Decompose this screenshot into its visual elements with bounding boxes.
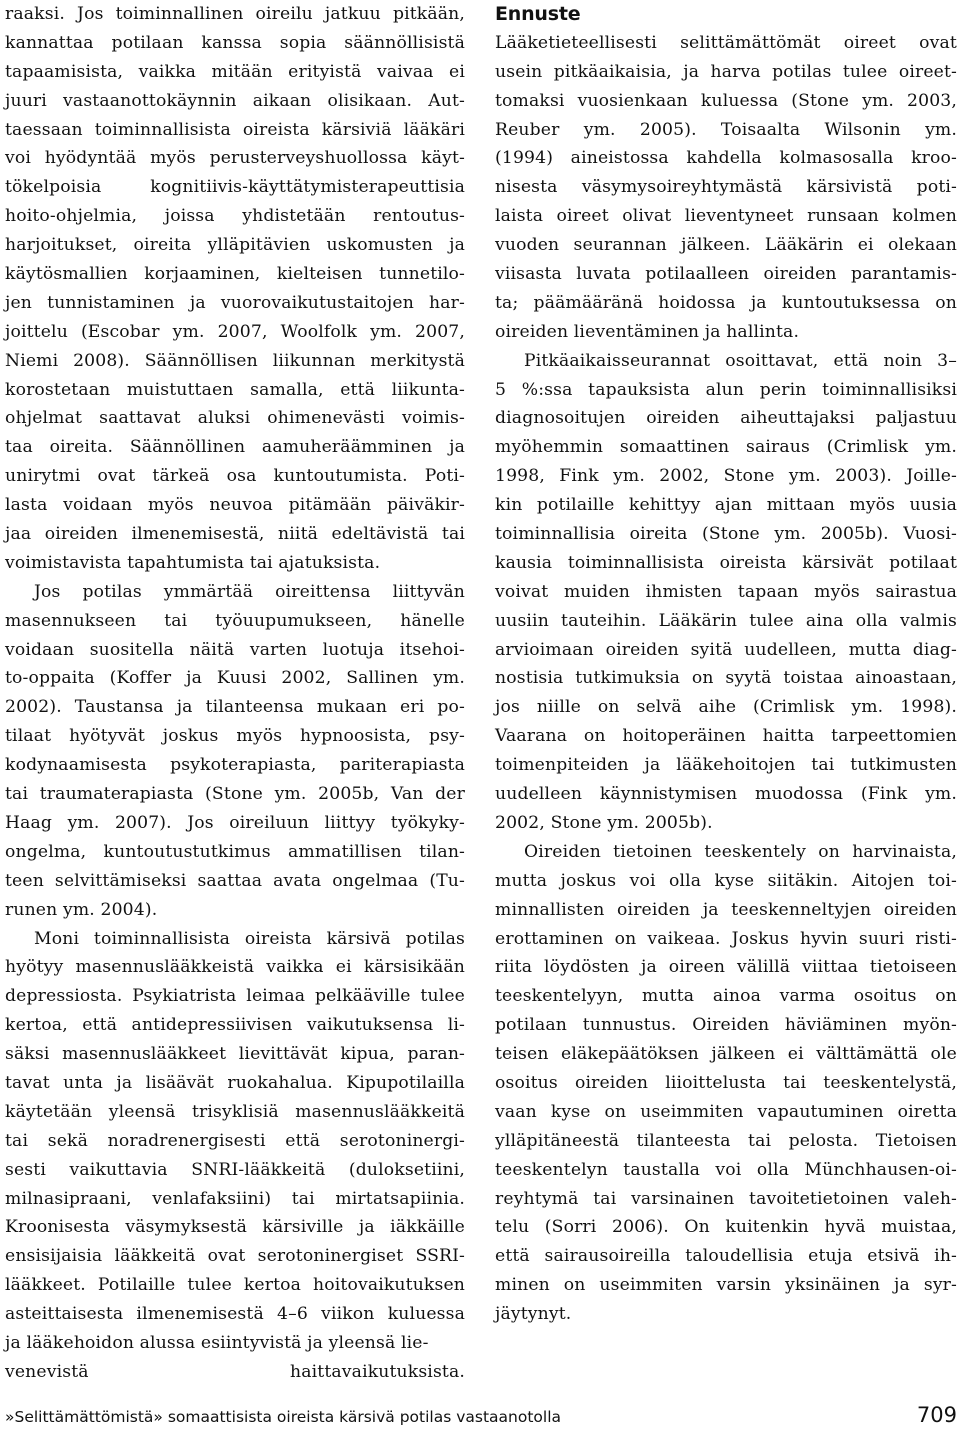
left-column (5, 0, 465, 1387)
text-line: Moni toiminnallisista oireista kärsivä potilas (34, 928, 465, 949)
text-line: tai traumaterapiasta (Stone ym. 2005b, Van der (5, 784, 465, 805)
text-line: korostetaan muistuttaen samalla, että liikunta- (5, 379, 465, 400)
text-line: erottaminen on vaikeaa. Joskus hyvin suuri risti- (495, 928, 957, 949)
text-line: viisasta luvata potilaalleen oireiden parantamis- (495, 264, 957, 285)
text-line: venevistä haittavaikutuksista. (5, 1361, 465, 1382)
text-line: mutta joskus voi olla kyse siitäkin. Aitojen toi- (495, 870, 957, 891)
text-line: uudelleen käynnistymisen muodossa (Fink ym. (495, 784, 957, 805)
text-line: harjoitukset, oireita ylläpitävien uskomusten ja (5, 235, 465, 256)
text-line: tapaamisista, vaikka mitään erityistä vaivaa ei (5, 61, 465, 82)
text-line: juuri vastaanottokäynnin aikaan olisikaan. Aut- (5, 90, 465, 111)
section-heading: Ennuste (495, 3, 581, 25)
text-line: lasta voidaan myös neuvoa pitämään päiväkir- (5, 495, 465, 516)
text-line: arvioimaan oireiden syitä uudelleen, mutta diag- (495, 639, 957, 660)
text-line: kannattaa potilaan kanssa sopia säännöllisistä (5, 32, 465, 53)
text-line: tavat unta ja lisäävät ruokahalua. Kipupotilailla (5, 1072, 465, 1093)
text-line: nisesta väsymysoireyhtymästä kärsivistä poti- (495, 177, 957, 198)
text-line: ohjelmat saattavat aluksi ohimenevästi voimis- (5, 408, 465, 429)
text-line: nostisia tutkimuksia on syytä toistaa ainoastaan, (495, 668, 957, 689)
text-line: sesti vaikuttavia SNRI-lääkkeitä (duloksetiini, (5, 1159, 465, 1180)
text-line: reyhtymä tai varsinainen tavoitetietoinen valeh- (495, 1188, 957, 1209)
text-line: Lääketieteellisesti selittämättömät oireet ovat (495, 32, 957, 53)
text-line: 5 %:ssa tapauksista alun perin toiminnallisiksi (495, 379, 957, 400)
text-line: hoito-ohjelmia, joissa yhdistetään rentoutus- (5, 206, 465, 227)
text-line: laista oireet olivat lieventyneet runsaan kolmen (495, 206, 957, 227)
text-line: voivat muiden ihmisten tapaan myös sairastua (495, 581, 957, 602)
text-line: teeskentelyyn, mutta ainoa varma osoitus on (495, 986, 957, 1007)
text-line: kin potilaille kehittyy ajan mittaan myös uusia (495, 495, 957, 516)
text-line: toiminnallisia oireita (Stone ym. 2005b). Vuosi- (495, 524, 957, 545)
text-line: masennukseen tai työuupumukseen, hänelle (5, 610, 465, 631)
text-line: tökelpoisia kognitiivis-käyttätymisterapeuttisia (5, 177, 465, 198)
text-line: unirytmi ovat tärkeä osa kuntoutumista. Poti- (5, 466, 465, 487)
text-line: voidaan suositella näitä varten luotuja itsehoi- (5, 639, 465, 660)
text-line: Vaarana on hoitoperäinen haitta tarpeettomien (495, 726, 957, 747)
text-line: kausia toiminnallisista oireista kärsivät potilaat (495, 552, 957, 573)
text-line: hyötyy masennuslääkkeistä vaikka ei kärsisikään (5, 957, 465, 978)
text-line: tilaat hyötyvät joskus myös hypnoosista, psy- (5, 726, 465, 747)
text-line: diagnosoitujen oireiden aiheuttajaksi paljastuu (495, 408, 957, 429)
text-line: taessaan toiminnallisista oireista kärsiviä lääkäri (5, 119, 465, 140)
text-line: asteittaisesta ilmenemisestä 4–6 viikon kuluessa (5, 1304, 465, 1325)
text-line: depressiosta. Psykiatrista leimaa pelkääville tulee (5, 986, 465, 1007)
text-line: taa oireita. Säännöllinen aamuheräämminen ja (5, 437, 465, 458)
text-line: 1998, Fink ym. 2002, Stone ym. 2003). Joille- (495, 466, 957, 487)
text-line: oireiden lieventäminen ja hallinta. (495, 321, 800, 342)
text-line: Pitkäaikaisseurannat osoittavat, että noin 3– (524, 350, 957, 371)
text-line: milnasipraani, venlafaksiini) tai mirtatsapiinia. (5, 1188, 465, 1209)
text-line: lääkkeet. Potilaille tulee kertoa hoitovaikutuksen (5, 1275, 465, 1296)
text-line: uusiin tauteihin. Lääkärin tulee aina olla valmis (495, 610, 957, 631)
text-line: Oireiden tietoinen teeskentely on harvinaista, (524, 841, 957, 862)
text-line: säksi masennuslääkkeet lievittävät kipua, paran- (5, 1044, 465, 1065)
text-line: myöhemmin somaattinen sairaus (Crimlisk ym. (495, 437, 957, 458)
text-line: Kroonisesta väsymyksestä kärsiville ja iäkkäille (5, 1217, 465, 1238)
text-line: joittelu (Escobar ym. 2007, Woolfolk ym. 2007, (5, 321, 465, 342)
text-line: minnallisten oireiden ja teeskenneltyjen oireiden (495, 899, 957, 920)
text-line: Jos potilas ymmärtää oireittensa liittyvän (34, 581, 465, 602)
text-line: voimistavista tapahtumista tai ajatuksista. (5, 552, 381, 573)
text-line: ylläpitäneestä tilanteesta tai pelosta. Tietoisen (495, 1130, 957, 1151)
page-number: 709 (916, 1403, 957, 1427)
text-line: 2002, Stone ym. 2005b). (495, 812, 713, 833)
text-line: jaa oireiden ilmenemisestä, niitä edeltävistä tai (5, 524, 465, 545)
text-line: teeskentelyn taustalla voi olla Münchhausen-oi- (495, 1159, 957, 1180)
text-line: teen selvittämiseksi saattaa avata ongelmaa (Tu- (5, 870, 465, 891)
text-line: usein pitkäaikaisia, ja harva potilas tulee oireet- (495, 61, 957, 82)
text-line: tomaksi vuosienkaan kuluessa (Stone ym. 2003, (495, 90, 957, 111)
text-line: toimenpiteiden ja lääkehoitojen tai tutkimusten (495, 755, 957, 776)
text-line: Haag ym. 2007). Jos oireiluun liittyy työkyky- (5, 812, 465, 833)
text-line: ongelma, kuntoutustutkimus ammatillisen tilan- (5, 841, 465, 862)
text-line: teisen eläkepäätöksen jälkeen ei välttämättä ole (495, 1044, 957, 1065)
text-line: potilaan tunnustus. Oireiden häviäminen myön- (495, 1015, 957, 1036)
text-line: vuoden seurannan jälkeen. Lääkärin ei olekaan (495, 235, 957, 256)
text-line: ta; päämääränä hoidossa ja kuntoutuksessa on (495, 292, 957, 313)
text-line: (1994) aineistossa kahdella kolmasosalla kroo- (495, 148, 957, 169)
text-line: telu (Sorri 2006). On kuitenkin hyvä muistaa, (495, 1217, 957, 1238)
text-line: Reuber ym. 2005). Toisaalta Wilsonin ym. (495, 119, 957, 140)
text-line: jos niille on selvä aihe (Crimlisk ym. 1998). (495, 697, 957, 718)
text-line: osoitus oireiden liioittelusta tai teeskentelystä, (495, 1072, 957, 1093)
text-line: raaksi. Jos toiminnallinen oireilu jatkuu pitkään, (5, 4, 465, 24)
text-line: että sairausoireilla taloudellisia etuja etsivä ih- (495, 1246, 957, 1267)
right-column (495, 0, 957, 1329)
text-line: vaan kyse on useimmiten vapautuminen oiretta (495, 1101, 957, 1122)
text-line: runen ym. 2004). (5, 899, 158, 920)
text-line: jäytynyt. (495, 1304, 572, 1325)
running-footer-title: »Selittämättömistä» somaattisista oireista kärsivä potilas vastaanotolla (5, 1408, 562, 1426)
text-line: kertoa, että antidepressiivisen vaikutuksensa li- (5, 1015, 465, 1036)
text-line: kodynaamisesta psykoterapiasta, pariterapiasta (5, 755, 465, 776)
text-line: minen on useimmiten varsin yksinäinen ja syr- (495, 1275, 957, 1296)
text-line: voi hyödyntää myös perusterveyshuollossa käyt- (5, 148, 465, 169)
text-line: riita löydösten ja oireen välillä viittaa tietoiseen (495, 957, 957, 978)
text-line: to-oppaita (Koffer ja Kuusi 2002, Sallinen ym. (5, 668, 465, 689)
text-line: ja lääkehoidon alussa esiintyvistä ja yleensä lie- (5, 1332, 429, 1353)
text-line: tai sekä noradrenergisesti että serotoninergi- (5, 1130, 465, 1151)
text-line: käytösmallien korjaaminen, kielteisen tunnetilo- (5, 264, 465, 285)
text-line: ensisijaisia lääkkeitä ovat serotoninergiset SSRI- (5, 1246, 465, 1267)
text-line: käytetään yleensä trisyklisiä masennuslääkkeitä (5, 1101, 465, 1122)
text-line: Niemi 2008). Säännöllisen liikunnan merkitystä (5, 350, 465, 371)
text-line: 2002). Taustansa ja tilanteensa mukaan eri po- (5, 697, 465, 718)
text-line: jen tunnistaminen ja vuorovaikutustaitojen har- (5, 292, 465, 313)
